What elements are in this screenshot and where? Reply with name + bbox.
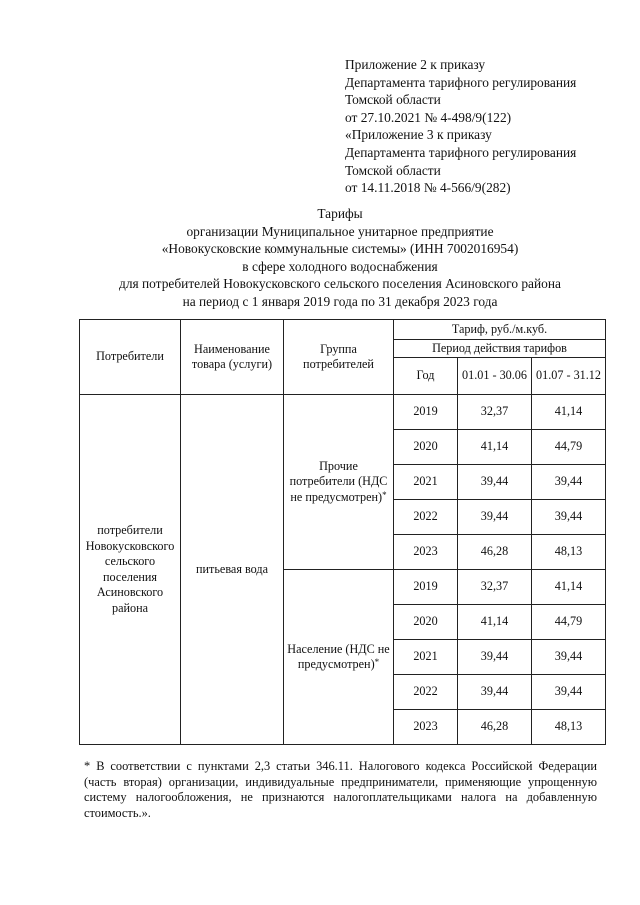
tariff-h1-cell: 32,37 [458,395,532,430]
tariff-h1-cell: 41,14 [458,430,532,465]
title-line: «Новокусковские коммунальные системы» (ИНН 7002016954) [161,241,519,257]
header-year: Год [394,358,458,395]
tariff-h1-cell: 39,44 [458,500,532,535]
header-group: Группа потребителей [284,320,394,395]
tariff-h2-cell: 41,14 [532,395,606,430]
year-cell: 2019 [394,570,458,605]
header-product: Наименование товара (услуги) [181,320,284,395]
tariff-h1-cell: 46,28 [458,535,532,570]
title-line: организации Муниципальное унитарное предприятие [186,223,494,239]
group-name: Население (НДС не предусмотрен) [287,641,390,671]
tariff-h1-cell: 39,44 [458,465,532,500]
title-line: на период с 1 января 2019 года по 31 декабря 2023 года [182,293,498,309]
tariff-table [79,319,606,745]
header-line: Томской области [345,162,441,178]
tariff-h2-cell: 41,14 [532,570,606,605]
tariff-h2-cell: 39,44 [532,500,606,535]
tariff-h2-cell: 48,13 [532,535,606,570]
footnote-mark: * [382,489,387,500]
group-cell-other [284,395,394,570]
header-line: Приложение 2 к приказу [345,57,486,72]
year-cell: 2023 [394,535,458,570]
title-line: в сфере холодного водоснабжения [242,258,438,274]
tariff-h1-cell: 39,44 [458,640,532,675]
header-tariff: Тариф, руб./м.куб. [394,320,606,340]
header-line: «Приложение 3 к приказу [345,127,492,143]
tariff-h2-cell: 39,44 [532,465,606,500]
tariff-h1-cell: 41,14 [458,605,532,640]
tariff-h2-cell: 44,79 [532,430,606,465]
header-line: Департамента тарифного регулирования [345,144,577,160]
document-title [40,205,640,311]
year-cell: 2021 [394,640,458,675]
tariff-h2-cell: 44,79 [532,605,606,640]
year-cell: 2022 [394,675,458,710]
consumers-cell: потребители Новокусковского сельского поселения Асиновского района [80,395,181,745]
year-cell: 2019 [394,395,458,430]
tariff-h2-cell: 39,44 [532,675,606,710]
footnote-mark: * [374,657,380,667]
group-cell-population [284,570,394,745]
footnote-mark: * [84,759,91,773]
table-row [80,395,606,430]
tariff-h2-cell: 48,13 [532,710,606,745]
year-cell: 2022 [394,500,458,535]
tariff-h2-cell: 39,44 [532,640,606,675]
group-name: Прочие потребители (НДС не предусмотрен) [289,458,388,504]
year-cell: 2020 [394,430,458,465]
footnote [84,759,597,821]
year-cell: 2020 [394,605,458,640]
header-line: от 14.11.2018 № 4-566/9(282) [345,180,511,196]
year-cell: 2023 [394,710,458,745]
tariff-h1-cell: 39,44 [458,675,532,710]
year-cell: 2021 [394,465,458,500]
header-line: Томской области [345,92,441,108]
title-line: для потребителей Новокусковского сельского поселения Асиновского района [119,276,561,292]
header-consumers: Потребители [80,320,181,395]
footnote-text: В соответствии с пунктами 2,3 статьи 346.11. Налогового кодекса Российской Федерации (часть вторая) организации, индивидуальные предприниматели, применяющие упрощенную систему налогообложения, не признаются налогоплательщиками налога на добавленную стоимость.». [84,759,597,820]
order-reference-header [345,56,625,197]
header-first-half: 01.01 - 30.06 [458,358,532,395]
tariff-h1-cell: 46,28 [458,710,532,745]
tariff-h1-cell: 32,37 [458,570,532,605]
header-period: Период действия тарифов [394,340,606,358]
header-line: от 27.10.2021 № 4-498/9(122) [345,109,512,125]
product-cell: питьевая вода [181,395,284,745]
header-second-half: 01.07 - 31.12 [532,358,606,395]
title-line: Тарифы [317,206,363,221]
header-line: Департамента тарифного регулирования [345,74,577,90]
